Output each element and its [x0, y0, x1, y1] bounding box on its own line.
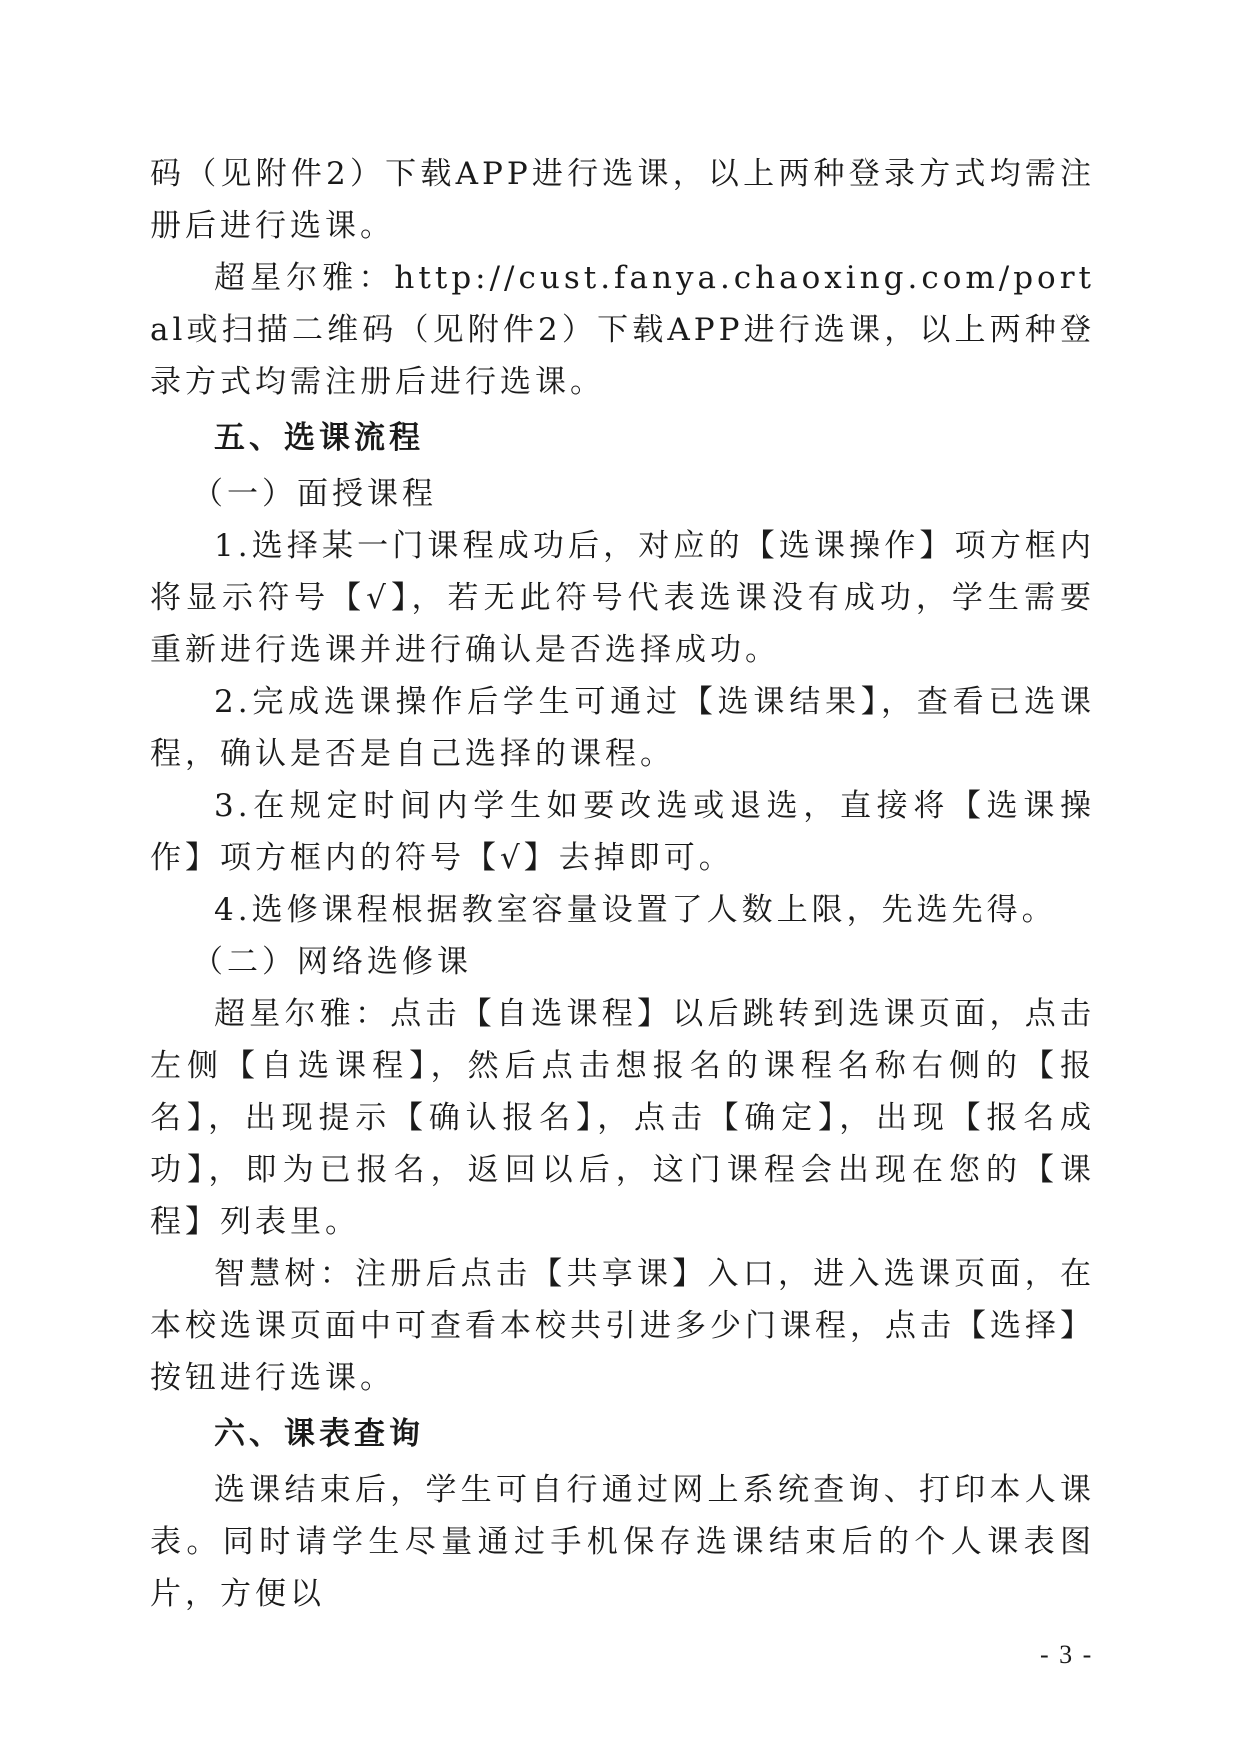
paragraph-step-3: 3.在规定时间内学生如要改选或退选，直接将【选课操作】项方框内的符号【√】去掉即可。 — [150, 788, 1095, 876]
paragraph-schedule: 选课结束后，学生可自行通过网上系统查询、打印本人课表。同时请学生尽量通过手机保存选课结束后的个人课表图片，方便以 — [150, 1472, 1095, 1612]
page-number: - 3 - — [1040, 1640, 1094, 1669]
paragraph-zhihuishu: 智慧树：注册后点击【共享课】入口，进入选课页面，在本校选课页面中可查看本校共引进多少门课程，点击【选择】按钮进行选课。 — [150, 1256, 1095, 1396]
paragraph-chaoxing: 超星尔雅：点击【自选课程】以后跳转到选课页面，点击左侧【自选课程】，然后点击想报名的课程名称右侧的【报名】，出现提示【确认报名】，点击【确定】，出现【报名成功】，即为已报名，返回以后，这门课程会出现在您的【课程】列表里。 — [150, 996, 1095, 1240]
paragraph-step-2: 2.完成选课操作后学生可通过【选课结果】，查看已选课程，确认是否是自己选择的课程。 — [150, 684, 1095, 772]
section-heading-6: 六、课表查询 — [214, 1416, 424, 1452]
paragraph-step-4: 4.选修课程根据教室容量设置了人数上限，先选先得。 — [214, 892, 1057, 928]
paragraph-chaoxing-url: 超星尔雅：http://cust.fanya.chaoxing.com/portal或扫描二维码（见附件2）下载APP进行选课，以上两种登录方式均需注册后进行选课。 — [150, 260, 1095, 400]
subsection-heading-2: （二）网络选修课 — [192, 944, 472, 980]
paragraph-step-1: 1.选择某一门课程成功后，对应的【选课操作】项方框内将显示符号【√】，若无此符号代表选课没有成功，学生需要重新进行选课并进行确认是否选择成功。 — [150, 528, 1095, 668]
paragraph-continued: 码（见附件2）下载APP进行选课，以上两种登录方式均需注册后进行选课。 — [150, 156, 1095, 244]
document-body — [150, 148, 1095, 1620]
section-heading-5: 五、选课流程 — [214, 420, 424, 456]
subsection-heading-1: （一）面授课程 — [192, 476, 437, 512]
